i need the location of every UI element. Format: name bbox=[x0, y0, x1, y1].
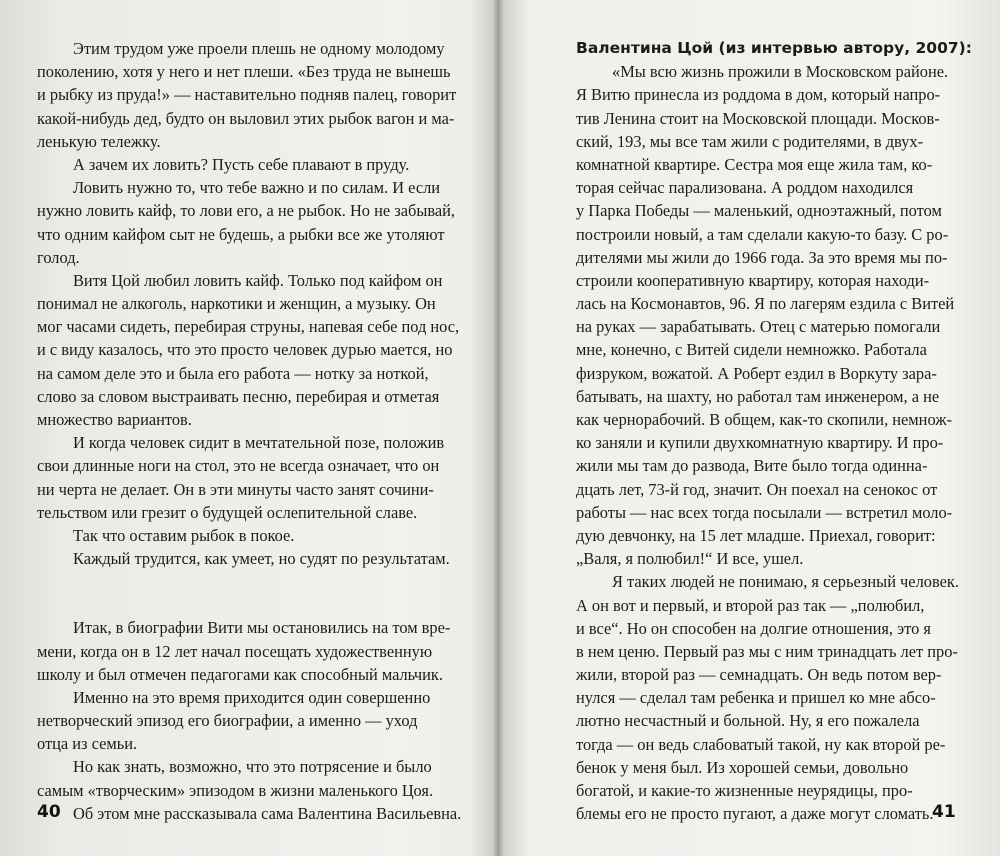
text-line: тив Ленина стоит на Московской площади. Москов- bbox=[576, 108, 940, 128]
text-line: построили новый, а там сделали какую-то базу. С ро- bbox=[576, 224, 949, 244]
text-line: на самом деле это и была его работа — нотку за ноткой, bbox=[37, 363, 429, 383]
text-line: бенок у меня был. Из хорошей семьи, довольно bbox=[576, 757, 909, 777]
text-line: в нем ценю. Первый раз мы с ним тринадцать лет про- bbox=[576, 641, 958, 661]
text-line: Но как знать, возможно, что это потрясение и было bbox=[73, 757, 432, 777]
text-line: Я таких людей не понимаю, я серьезный человек. bbox=[612, 572, 959, 592]
text-line: голод. bbox=[37, 247, 80, 267]
text-line: ни черта не делает. Он в эти минуты часто занят сочини- bbox=[37, 479, 434, 499]
section-break bbox=[37, 570, 482, 616]
text-line: и все“. Но он способен на долгие отношения, это я bbox=[576, 618, 931, 638]
text-line: тогда — он ведь слабоватый такой, ну как второй ре- bbox=[576, 734, 946, 754]
left-page bbox=[0, 0, 495, 856]
text-line: Каждый трудится, как умеет, но судят по результатам. bbox=[73, 549, 450, 569]
text-line: понимал не алкоголь, наркотики и женщин, а музыку. Он bbox=[37, 294, 436, 314]
text-line: свои длинные ноги на стол, это не всегда означает, что он bbox=[37, 456, 440, 476]
text-line: А он вот и первый, и второй раз так — „полюбил, bbox=[576, 595, 925, 615]
text-line: школу и был отмечен педагогами как способный мальчик. bbox=[37, 664, 443, 684]
text-line: лютно несчастный и больной. Ну, я его пожалела bbox=[576, 711, 920, 731]
text-line: и рыбку из пруда!» — наставительно подняв палец, говорит bbox=[37, 85, 457, 105]
text-line: Я Витю принесла из роддома в дом, который напро- bbox=[576, 85, 941, 105]
interview-heading: Валентина Цой (из интервью автору, 2007): bbox=[576, 39, 972, 57]
text-line: дцать лет, 73-й год, значит. Он поехал на сенокос от bbox=[576, 479, 938, 499]
text-line: отца из семьи. bbox=[37, 734, 138, 754]
text-line: жили мы там до развода, Вите было тогда одинна- bbox=[576, 456, 928, 476]
text-line: лась на Космонавтов, 96. Я по лагерям ездила с Витей bbox=[576, 294, 955, 314]
text-line: дителями мы жили до 1966 года. За это время мы по- bbox=[576, 247, 948, 267]
text-line: нетворческий эпизод его биографии, а именно — уход bbox=[37, 711, 418, 731]
text-line: строили кооперативную квартиру, которая находи- bbox=[576, 270, 930, 290]
text-line: комнатной квартире. Сестра моя еще жила там, ко- bbox=[576, 154, 933, 174]
text-line: какой-нибудь дед, будто он выловил этих рыбок вагон и ма- bbox=[37, 108, 455, 128]
text-line: Так что оставим рыбок в покое. bbox=[73, 525, 295, 545]
text-line: самым «творческим» эпизодом в жизни маленького Цоя. bbox=[37, 780, 434, 800]
text-line: батывать, на шахту, но работал там инженером, а не bbox=[576, 386, 940, 406]
right-page-number: 41 bbox=[932, 802, 956, 822]
text-line: А зачем их ловить? Пусть себе плавают в пруду. bbox=[73, 154, 410, 174]
text-line: поколению, хотя у него и нет плеши. «Без труда не вынешь bbox=[37, 62, 451, 82]
text-line: дую девчонку, на 15 лет младше. Приехал, говорит: bbox=[576, 525, 936, 545]
text-line: мени, когда он в 12 лет начал посещать художественную bbox=[37, 641, 433, 661]
text-line: блемы его не просто пугают, а даже могут сломать. bbox=[576, 804, 934, 824]
text-line: И когда человек сидит в мечтательной позе, положив bbox=[73, 433, 445, 453]
right-page bbox=[505, 0, 1000, 856]
text-line: что одним кайфом сыт не будешь, а рыбки все же утоляют bbox=[37, 224, 445, 244]
text-line: работы — нас всех тогда посылали — встретил моло- bbox=[576, 502, 953, 522]
text-line: у Парка Победы — маленький, одноэтажный, потом bbox=[576, 201, 942, 221]
text-line: на руках — зарабатывать. Отец с матерью помогали bbox=[576, 317, 941, 337]
text-line: множество вариантов. bbox=[37, 410, 192, 429]
text-line: как чернорабочий. В общем, как-то скопили, немнож- bbox=[576, 410, 953, 429]
text-line: мне, конечно, с Витей сидели немножко. Работала bbox=[576, 340, 927, 360]
text-line: Ловить нужно то, что тебе важно и по силам. И если bbox=[73, 178, 441, 198]
left-page-number: 40 bbox=[37, 802, 61, 822]
text-line: и с виду казалось, что это просто человек дурью мается, но bbox=[37, 340, 453, 360]
text-line: торая сейчас парализована. А роддом находился bbox=[576, 178, 914, 198]
text-line: ко заняли и купили двухкомнатную квартиру. И про- bbox=[576, 433, 944, 453]
text-line: нужно ловить кайф, то лови его, а не рыбок. Но не забывай, bbox=[37, 201, 456, 221]
right-page-text bbox=[576, 37, 984, 825]
text-line: Об этом мне рассказывала сама Валентина Васильевна. bbox=[73, 803, 462, 823]
text-line: жили, второй раз — семнадцать. Он ведь потом вер- bbox=[576, 665, 942, 685]
text-line: ленькую тележку. bbox=[37, 131, 161, 151]
text-line: богатой, и какие-то жизненные неурядицы, про- bbox=[576, 781, 913, 800]
text-line: Итак, в биографии Вити мы остановились на том вре- bbox=[73, 618, 451, 638]
text-line: физруком, вожатой. А Роберт ездил в Воркуту зара- bbox=[576, 363, 937, 383]
text-line: Этим трудом уже проели плешь не одному молодому bbox=[73, 39, 445, 58]
text-line: Витя Цой любил ловить кайф. Только под кайфом он bbox=[73, 270, 443, 290]
text-line: ский, 193, мы все там жили с родителями, в двух- bbox=[576, 131, 924, 151]
text-line: нулся — сделал там ребенка и пришел ко мне абсо- bbox=[576, 688, 936, 708]
left-page-text bbox=[37, 37, 482, 825]
text-line: слово за словом выстраивать песню, перебирая и отметая bbox=[37, 386, 440, 406]
text-line: «Мы всю жизнь прожили в Московском районе. bbox=[612, 62, 949, 82]
text-line: Именно на это время приходится один совершенно bbox=[73, 687, 431, 707]
text-line: мог часами сидеть, перебирая струны, напевая себе под нос, bbox=[37, 317, 460, 337]
text-line: „Валя, я полюбил!“ И все, ушел. bbox=[576, 549, 804, 569]
text-line: тельством или грезит о будущей ослепительной славе. bbox=[37, 502, 418, 522]
